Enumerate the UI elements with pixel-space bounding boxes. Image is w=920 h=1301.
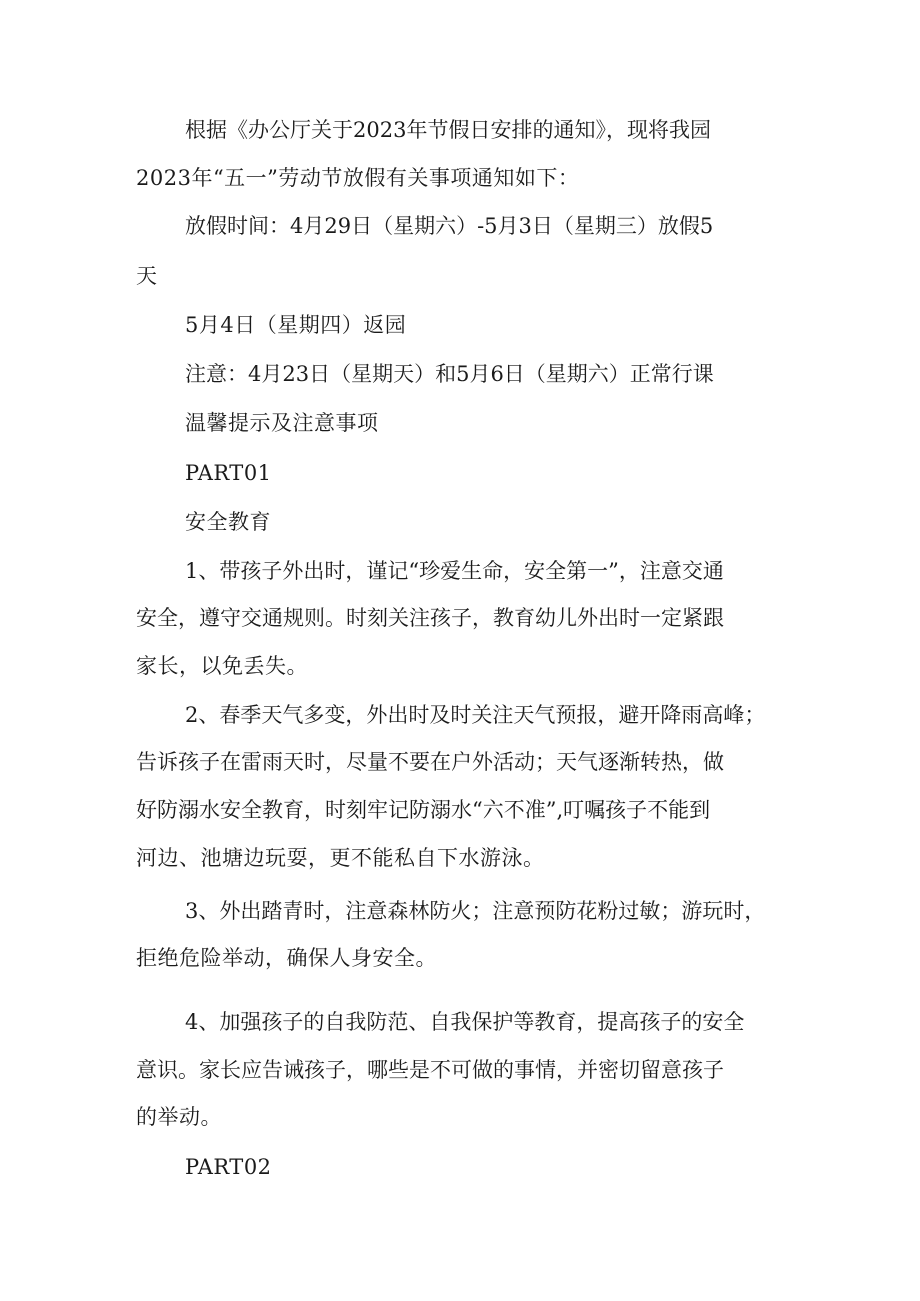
paragraph-line: 放假时间：4月29日（星期六）-5月3日（星期三）放假5	[185, 214, 714, 238]
paragraph-line: 根据《办公厅关于2023年节假日安排的通知》，现将我园	[185, 118, 711, 142]
paragraph-line: 拒绝危险举动，确保人身安全。	[136, 946, 437, 970]
paragraph-line: 安全，遵守交通规则。时刻关注孩子，教育幼儿外出时一定紧跟	[136, 606, 724, 630]
paragraph-line: 2023年“五一”劳动节放假有关事项通知如下：	[136, 166, 580, 190]
paragraph-line: 的举动。	[136, 1105, 222, 1129]
paragraph-line: 3、外出踏青时，注意森林防火；注意预防花粉过敏；游玩时，	[185, 899, 766, 923]
paragraph-line: 家长，以免丢失。	[136, 654, 308, 678]
part-label: PART02	[185, 1155, 272, 1179]
paragraph-line: 注意：4月23日（星期天）和5月6日（星期六）正常行课	[185, 362, 714, 386]
section-heading: 温馨提示及注意事项	[185, 411, 379, 435]
paragraph-line: 1、带孩子外出时，谨记“珍爱生命，安全第一”，注意交通	[185, 559, 724, 583]
paragraph-line: 5月4日（星期四）返园	[185, 313, 407, 337]
paragraph-line: 意识。家长应告诫孩子，哪些是不可做的事情，并密切留意孩子	[136, 1058, 724, 1082]
paragraph-line: 告诉孩子在雷雨天时，尽量不要在户外活动；天气逐渐转热，做	[136, 750, 724, 774]
paragraph-line: 2、春季天气多变，外出时及时关注天气预报，避开降雨高峰；	[185, 703, 766, 727]
paragraph-line: 天	[136, 264, 158, 288]
paragraph-line: 4、加强孩子的自我防范、自我保护等教育，提高孩子的安全	[185, 1010, 745, 1034]
paragraph-line: 好防溺水安全教育，时刻牢记防溺水“六不准”,叮嘱孩子不能到	[136, 798, 711, 822]
paragraph-line: 河边、池塘边玩耍，更不能私自下水游泳。	[136, 846, 545, 870]
section-heading: 安全教育	[185, 510, 271, 534]
part-label: PART01	[185, 461, 272, 485]
